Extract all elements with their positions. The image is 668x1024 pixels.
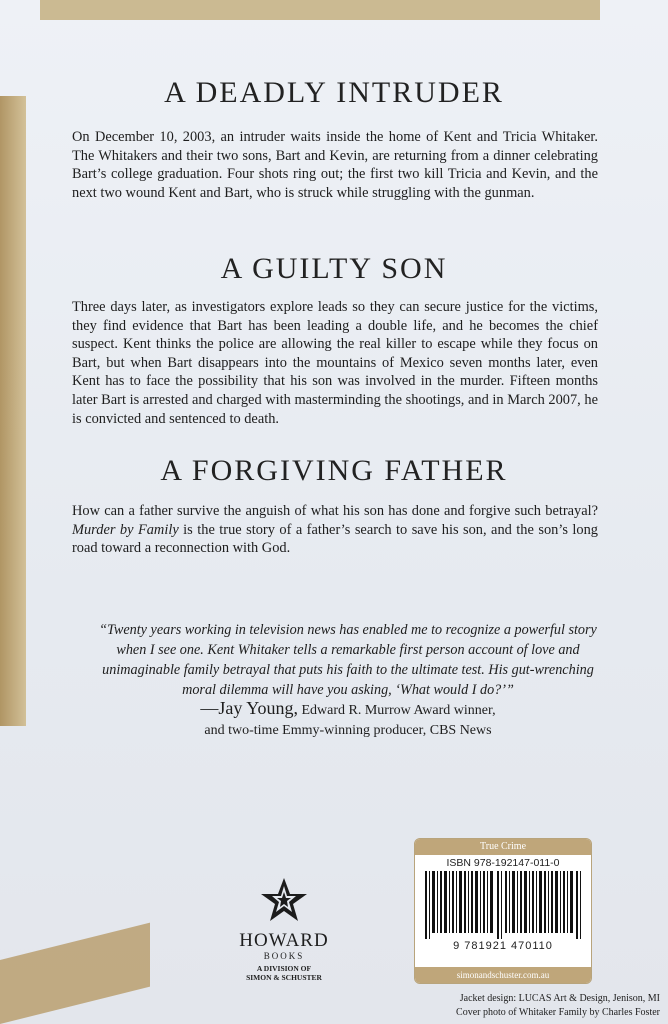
attribution-line-2: and two-time Emmy-winning producer, CBS News <box>204 723 492 738</box>
barcode-icon <box>423 871 583 939</box>
publisher-website: simonandschuster.com.au <box>415 967 591 983</box>
publisher-sub: BOOKS <box>263 951 305 961</box>
genre-label: True Crime <box>415 839 591 855</box>
endorser-name: —Jay Young, <box>200 698 298 718</box>
publisher-division-2: SIMON & SCHUSTER <box>246 973 322 982</box>
paragraph-text-end: is the true story of a father’s search to save his son, and the son’s long road toward a reconnection with God. <box>72 521 598 557</box>
credit-line-photo: Cover photo of Whitaker Family by Charles Foster <box>456 1007 660 1018</box>
barcode-panel <box>414 838 592 984</box>
paragraph-guilty-son: Three days later, as investigators explore leads so they can secure justice for the victims, they find evidence that Bart has been leading a double life, and he becomes the chief suspect. Kent thinks the police are allowing the real killer to escape while they focus on Bart, but when Bart disappears into the mountains of Mexico seven months later, even Kent has to face the possibility that his son was involved in the murder. Fifteen months later Bart is arrested and charged with masterminding the shootings, and in March 2007, he is convicted and sentenced to death. <box>72 299 598 427</box>
credit-line-design: Jacket design: LUCAS Art & Design, Jenison, MI <box>459 993 660 1004</box>
heading-guilty-son: A GUILTY SON <box>220 252 448 285</box>
endorser-title: Edward R. Murrow Award winner, <box>297 703 496 718</box>
jacket-credits <box>350 992 660 1020</box>
publisher-brand: HOWARD <box>239 930 329 951</box>
barcode-number: 9 781921 470110 <box>453 940 553 952</box>
attribution-line-1 <box>80 698 616 721</box>
tape-strip-left <box>0 96 26 726</box>
endorsement-attribution <box>80 698 616 741</box>
paragraph-text-start: How can a father survive the anguish of what his son has done and forgive such betrayal? <box>72 503 598 519</box>
book-title: Murder by Family <box>72 521 179 538</box>
paragraph-forgiving-father <box>72 502 598 558</box>
tape-strip-top <box>40 0 600 20</box>
tape-strip-bottom <box>0 923 150 1024</box>
publisher-logo <box>236 876 332 982</box>
heading-forgiving-father: A FORGIVING FATHER <box>160 454 508 487</box>
isbn-text: ISBN 978-192147-011-0 <box>446 857 560 869</box>
paragraph-deadly-intruder: On December 10, 2003, an intruder waits inside the home of Kent and Tricia Whitaker. The Whitakers and their two sons, Bart and Kevin, are returning from a dinner celebrating Bart’s college graduation. Four shots ring out; the first two kill Tricia and Kevin, and the next two wound Kent and Bart, who is struck while struggling with the gunman. <box>72 129 598 201</box>
heading-deadly-intruder: A DEADLY INTRUDER <box>164 76 504 109</box>
publisher-division-1: A DIVISION OF <box>256 964 312 973</box>
endorsement-quote: “Twenty years working in television news has enabled me to recognize a powerful story when I see one. Kent Whitaker tells a remarkable first person account of love and unimaginable family betrayal that puts his faith to the ultimate test. His gut-wrenching moral dilemma will have you asking, ‘What would I do?’” <box>99 622 597 698</box>
publisher-star-icon <box>258 876 310 926</box>
